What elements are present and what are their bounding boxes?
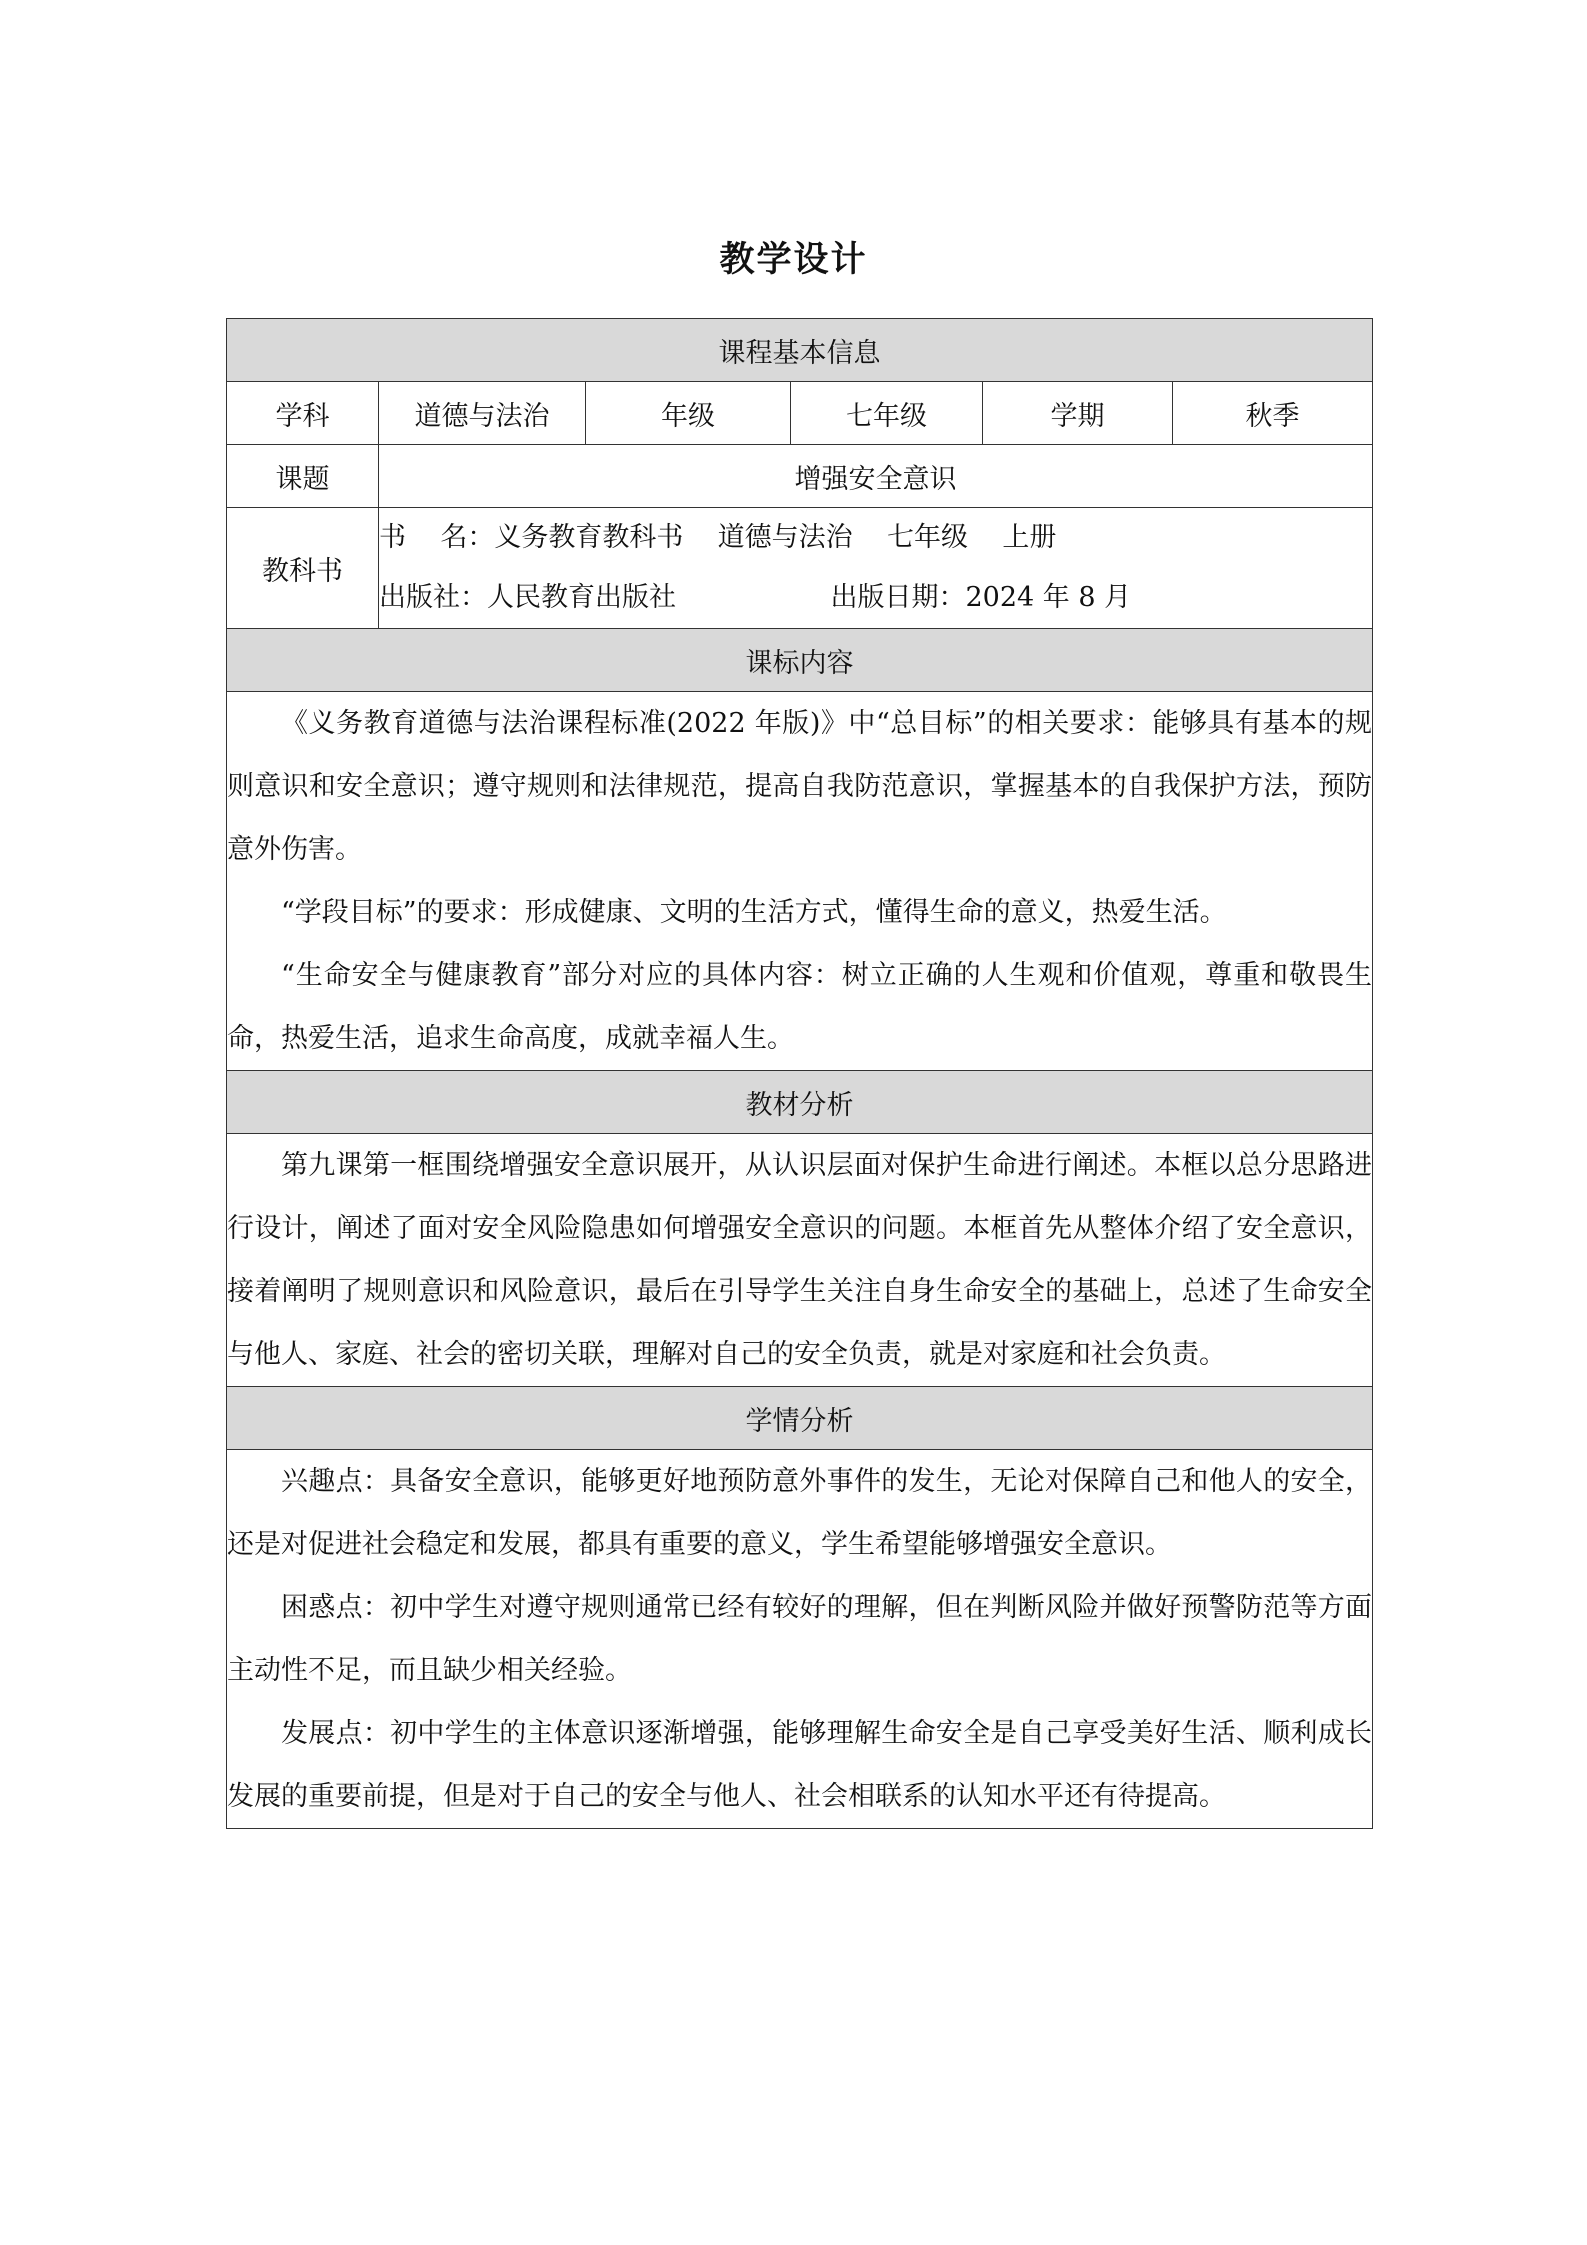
grade-label: 年级 xyxy=(586,382,791,445)
textbook-name-line: 书 名：义务教育教科书 道德与法治 七年级 上册 xyxy=(379,522,1057,553)
basic-info-header: 课程基本信息 xyxy=(227,319,1373,382)
material-header: 教材分析 xyxy=(227,1071,1373,1134)
topic-value: 增强安全意识 xyxy=(379,445,1373,508)
students-header: 学情分析 xyxy=(227,1387,1373,1450)
students-paragraph: 兴趣点：具备安全意识，能够更好地预防意外事件的发生，无论对保障自己和他人的安全，还是对促进社会稳定和发展，都具有重要的意义，学生希望能够增强安全意识。 xyxy=(227,1466,1373,1560)
students-content xyxy=(227,1450,1373,1829)
textbook-publisher-line: 出版社：人民教育出版社 出版日期：2024 年 8 月 xyxy=(379,582,1132,613)
subject-label: 学科 xyxy=(227,382,379,445)
students-header-row xyxy=(227,1387,1373,1450)
topic-row xyxy=(227,445,1373,508)
material-paragraph: 第九课第一框围绕增强安全意识展开，从认识层面对保护生命进行阐述。本框以总分思路进行设计，阐述了面对安全风险隐患如何增强安全意识的问题。本框首先从整体介绍了安全意识，接着阐明了规则意识和风险意识，最后在引导学生关注自身生命安全的基础上，总述了生命安全与他人、家庭、社会的密切关联，理解对自己的安全负责，就是对家庭和社会负责。 xyxy=(227,1150,1373,1370)
material-content xyxy=(227,1134,1373,1387)
term-label: 学期 xyxy=(983,382,1173,445)
students-paragraph: 困惑点：初中学生对遵守规则通常已经有较好的理解，但在判断风险并做好预警防范等方面主动性不足，而且缺少相关经验。 xyxy=(227,1592,1373,1686)
textbook-info xyxy=(379,508,1373,629)
subject-row xyxy=(227,382,1373,445)
students-paragraph: 发展点：初中学生的主体意识逐渐增强，能够理解生命安全是自己享受美好生活、顺利成长发展的重要前提，但是对于自己的安全与他人、社会相联系的认知水平还有待提高。 xyxy=(227,1718,1373,1812)
material-header-row xyxy=(227,1071,1373,1134)
curriculum-paragraph: “学段目标”的要求：形成健康、文明的生活方式，懂得生命的意义，热爱生活。 xyxy=(281,897,1227,928)
term-value: 秋季 xyxy=(1173,382,1373,445)
curriculum-header-row xyxy=(227,629,1373,692)
lesson-design-table xyxy=(226,318,1373,1829)
textbook-row xyxy=(227,508,1373,629)
document-title: 教学设计 xyxy=(719,239,868,280)
curriculum-header: 课标内容 xyxy=(227,629,1373,692)
grade-value: 七年级 xyxy=(791,382,983,445)
material-body-row xyxy=(227,1134,1373,1387)
curriculum-paragraph: 《义务教育道德与法治课程标准(2022 年版)》中“总目标”的相关要求：能够具有基本的规则意识和安全意识；遵守规则和法律规范，提高自我防范意识，掌握基本的自我保护方法，预防意外伤害。 xyxy=(227,708,1373,865)
curriculum-content xyxy=(227,692,1373,1071)
subject-value: 道德与法治 xyxy=(379,382,586,445)
topic-label: 课题 xyxy=(227,445,379,508)
textbook-label: 教科书 xyxy=(227,508,379,629)
basic-info-header-row xyxy=(227,319,1373,382)
curriculum-body-row xyxy=(227,692,1373,1071)
curriculum-paragraph: “生命安全与健康教育”部分对应的具体内容：树立正确的人生观和价值观，尊重和敬畏生命，热爱生活，追求生命高度，成就幸福人生。 xyxy=(227,960,1373,1054)
students-body-row xyxy=(227,1450,1373,1829)
